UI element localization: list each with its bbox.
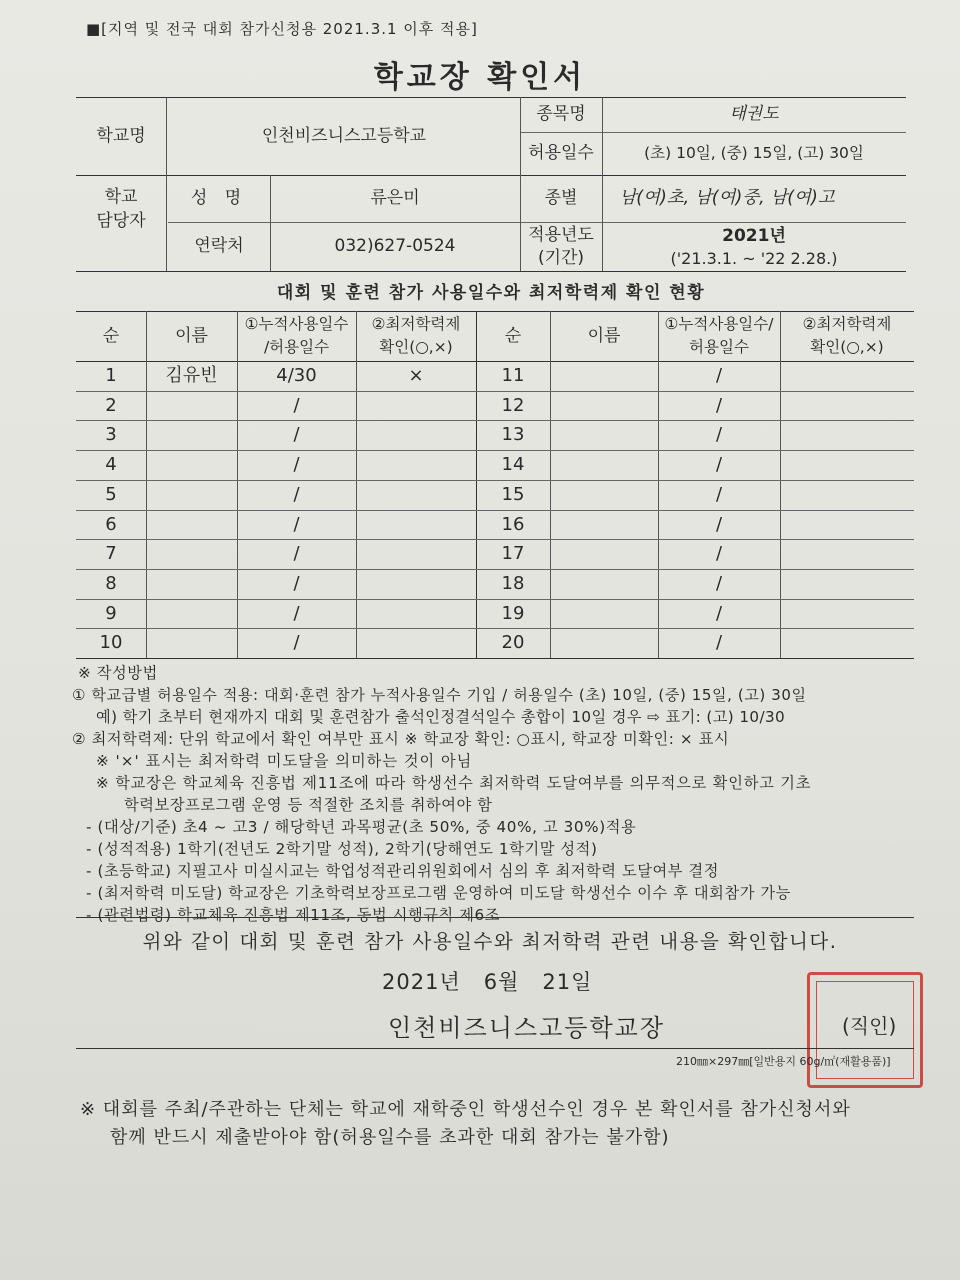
cell-seq: 15 — [501, 483, 525, 505]
cell-seq: 12 — [501, 394, 525, 416]
cell-days: / — [293, 602, 300, 624]
cell-check — [780, 510, 914, 540]
cell-check — [780, 480, 914, 510]
cell-seq: 20 — [501, 632, 525, 654]
cell-seq: 11 — [501, 365, 525, 387]
note-line: 예) 학기 초부터 현재까지 대회 및 훈련참가 출석인정결석일수 총합이 10일 경우 ⇨ 표기: (고) 10/30 — [96, 708, 786, 726]
footer-line: ※ 대회를 주최/주관하는 단체는 학교에 재학중인 학생선수인 경우 본 확인서를 참가신청서와 — [80, 1099, 851, 1120]
name-label: 성 명 — [190, 188, 248, 209]
cell-seq: 14 — [501, 454, 525, 476]
manager-label-line2: 담당자 — [96, 210, 146, 231]
cell-days: / — [293, 424, 300, 446]
cell-name — [550, 391, 658, 421]
cell-check — [780, 450, 914, 480]
cell-days: / — [293, 454, 300, 476]
category-label: 종별 — [544, 188, 578, 209]
confirm-statement: 위와 같이 대회 및 훈련 참가 사용일수와 최저학력 관련 내용을 확인합니다. — [142, 930, 838, 953]
year-label-line1: 적용년도 — [528, 224, 594, 245]
cell-check — [356, 480, 476, 510]
paper-size-note: 210㎜×297㎜[일반용지 60g/㎡(재활용품)] — [676, 1055, 891, 1068]
cell-days: / — [715, 454, 723, 476]
note-line: ※ '×' 표시는 최저학력 미도달을 의미하는 것이 아님 — [96, 752, 473, 770]
cell-name — [550, 480, 658, 510]
cell-days: / — [715, 394, 723, 416]
cell-seq: 19 — [501, 602, 525, 624]
cell-name — [550, 628, 658, 658]
form-header-note: ■[지역 및 전국 대회 참가신청용 2021.3.1 이후 적용] — [86, 20, 478, 38]
cell-seq: 10 — [99, 632, 123, 654]
cell-seq: 4 — [105, 454, 117, 476]
cell-days: 4/30 — [276, 365, 317, 387]
cell-seq: 13 — [501, 424, 525, 446]
cell-seq: 6 — [105, 513, 117, 535]
school-label: 학교명 — [96, 125, 146, 146]
cell-check — [780, 391, 914, 421]
cell-seq: 8 — [105, 572, 117, 594]
cell-seq: 1 — [105, 365, 117, 387]
cell-name — [146, 628, 237, 658]
header-days-right-line2: 허용일수 — [689, 338, 749, 357]
cell-days: / — [715, 632, 723, 654]
cell-name — [550, 569, 658, 599]
cell-check — [356, 628, 476, 658]
name-value: 류은미 — [370, 188, 420, 209]
cell-name — [146, 539, 237, 569]
cell-days: / — [293, 632, 300, 654]
cell-name — [146, 480, 237, 510]
header-seq-right: 순 — [504, 325, 522, 346]
cell-name — [550, 599, 658, 629]
header-min-left-line1: ②최저학력제 — [371, 315, 461, 334]
header-min-right-line1: ②최저학력제 — [802, 315, 892, 334]
cell-check — [356, 391, 476, 421]
cell-days: / — [293, 394, 300, 416]
table-title: 대회 및 훈련 참가 사용일수와 최저학력제 확인 현황 — [276, 282, 706, 303]
official-seal-stamp — [807, 972, 923, 1088]
note-line: 학력보장프로그램 운영 등 적절한 조치를 취하여야 함 — [124, 796, 493, 814]
cell-name — [550, 539, 658, 569]
cell-name — [146, 569, 237, 599]
cell-name — [550, 450, 658, 480]
issue-date: 2021년 6월 21일 — [382, 970, 593, 994]
cell-days: / — [293, 483, 300, 505]
cell-days: / — [715, 543, 723, 565]
cell-seq: 17 — [501, 543, 525, 565]
cell-check — [356, 539, 476, 569]
cell-name — [550, 510, 658, 540]
cell-check — [356, 510, 476, 540]
cell-seq: 3 — [105, 424, 117, 446]
school-name: 인천비즈니스고등학교 — [261, 125, 427, 146]
contact-label: 연락처 — [194, 236, 244, 257]
cell-seq: 5 — [105, 483, 117, 505]
header-name-left: 이름 — [175, 325, 208, 346]
cell-seq: 9 — [105, 602, 117, 624]
cell-days: / — [715, 572, 723, 594]
cell-check — [780, 569, 914, 599]
note-heading: ※ 작성방법 — [78, 664, 158, 682]
header-days-left-line2: /허용일수 — [263, 338, 330, 357]
cell-name — [550, 361, 658, 391]
cell-seq: 16 — [501, 513, 525, 535]
cell-days: / — [293, 513, 300, 535]
header-name-right: 이름 — [587, 325, 621, 346]
cell-days: / — [715, 602, 723, 624]
cell-check — [356, 599, 476, 629]
header-min-right-line2: 확인(○,×) — [810, 338, 884, 357]
cell-name — [550, 420, 658, 450]
manager-label-line1: 학교 — [104, 186, 138, 207]
cell-check — [356, 450, 476, 480]
cell-check — [780, 599, 914, 629]
cell-check — [780, 628, 914, 658]
header-seq-left: 순 — [102, 325, 120, 346]
year-period: ('21.3.1. ~ '22 2.28.) — [670, 249, 838, 269]
event-label: 종목명 — [536, 104, 586, 125]
cell-name — [146, 391, 237, 421]
cell-check — [356, 569, 476, 599]
footer-line: 함께 반드시 제출받아야 함(허용일수를 초과한 대회 참가는 불가함) — [110, 1127, 670, 1148]
year-value: 2021년 — [722, 225, 786, 246]
event-value: 태권도 — [729, 104, 779, 125]
contact-value: 032)627-0524 — [334, 236, 456, 257]
cell-name — [146, 420, 237, 450]
cell-days: / — [293, 572, 300, 594]
cell-days: / — [715, 483, 723, 505]
category-value: 남(여)초, 남(여)중, 남(여)고 — [619, 188, 835, 208]
document-title: 학교장 확인서 — [373, 60, 587, 95]
cell-seq: 2 — [105, 394, 117, 416]
cell-check — [780, 539, 914, 569]
note-line: - (대상/기준) 초4 ~ 고3 / 해당학년 과목평균(초 50%, 중 40%, 고 30%)적용 — [86, 818, 637, 836]
cell-days: / — [715, 513, 723, 535]
header-days-left-line1: ①누적사용일수 — [244, 315, 349, 334]
cell-days: / — [293, 543, 300, 565]
cell-check — [356, 420, 476, 450]
year-label-line2: (기간) — [537, 247, 585, 268]
cell-seq: 18 — [501, 572, 525, 594]
cell-days: / — [715, 424, 723, 446]
cell-check — [780, 361, 914, 391]
note-line: - (최저학력 미도달) 학교장은 기초학력보장프로그램 운영하여 미도달 학생선수 이수 후 대회참가 가능 — [86, 884, 791, 902]
note-line: ① 학교급별 허용일수 적용: 대회·훈련 참가 누적사용일수 기입 / 허용일수 (초) 10일, (중) 15일, (고) 30일 — [72, 686, 807, 704]
seal-placeholder: (직인) — [842, 1014, 897, 1038]
cell-days: / — [715, 365, 723, 387]
cell-seq: 7 — [105, 543, 117, 565]
note-line: ※ 학교장은 학교체육 진흥법 제11조에 따라 학생선수 최저학력 도달여부를 의무적으로 확인하고 기초 — [96, 774, 812, 792]
header-days-right-line1: ①누적사용일수/ — [664, 315, 774, 334]
header-min-left-line2: 확인(○,×) — [379, 338, 453, 357]
cell-check — [780, 420, 914, 450]
note-line: - (성적적용) 1학기(전년도 2학기말 성적), 2학기(당해연도 1학기말 성적) — [86, 840, 598, 858]
cell-check: × — [408, 365, 424, 387]
note-line: - (관련법령) 학교체육 진흥법 제11조, 동법 시행규칙 제6조 — [86, 906, 501, 924]
note-line: ② 최저학력제: 단위 학교에서 확인 여부만 표시 ※ 학교장 확인: ○표시, 학교장 미확인: × 표시 — [72, 730, 730, 748]
cell-name — [146, 450, 237, 480]
allowed-days-value: (초) 10일, (중) 15일, (고) 30일 — [644, 144, 864, 163]
cell-name: 김유빈 — [165, 365, 218, 387]
principal-name: 인천비즈니스고등학교장 — [388, 1014, 666, 1042]
cell-name — [146, 510, 237, 540]
note-line: - (초등학교) 지필고사 미실시교는 학업성적관리위원회에서 심의 후 최저학력 도달여부 결정 — [86, 862, 720, 880]
allowed-days-label: 허용일수 — [528, 143, 594, 164]
cell-name — [146, 599, 237, 629]
